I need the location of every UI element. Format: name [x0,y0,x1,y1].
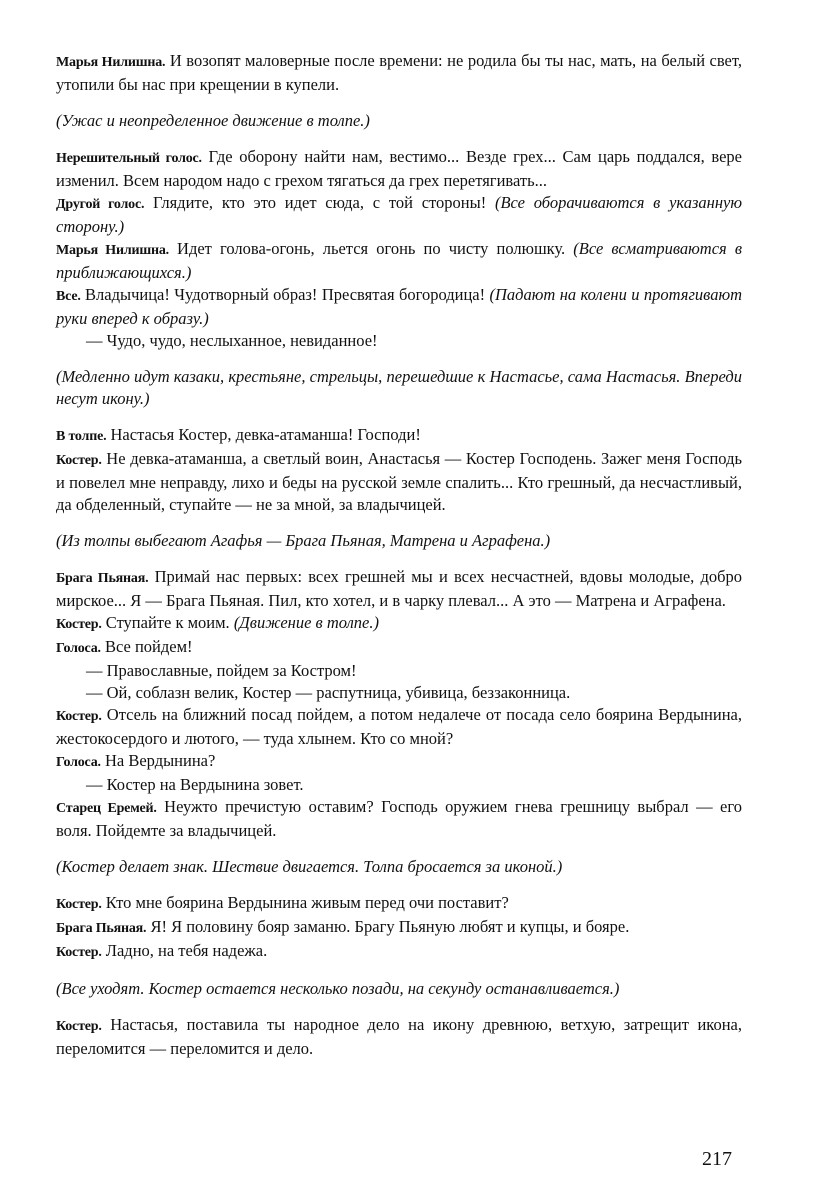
stage-direction: (Костер делает знак. Шествие двигается. Толпа бросается за иконой.) [56,857,563,876]
speech [56,892,742,916]
speaker: Голоса. [56,641,101,656]
speaker: Костер. [56,453,102,468]
speech [56,424,742,448]
speaker: Марья Нилишна. [56,243,169,258]
speech-line: — Православные, пойдем за Костром! [86,661,357,680]
inline-direction: (Движение в толпе.) [233,613,379,632]
inline-direction: (Все оборачиваются в указанную сторону.) [56,193,743,236]
speech-text: Ладно, на тебя надежа. [101,941,268,960]
speech-text: Кто мне боярина Вердынина живым перед очи поставит? [101,893,509,912]
speech [56,612,742,636]
speech [56,750,742,774]
speech [56,50,742,96]
speech [56,1014,742,1060]
stage-direction: (Все уходят. Костер остается несколько позади, на секунду останавливается.) [56,979,620,998]
speaker: Все. [56,289,81,304]
speaker: Старец Еремей. [56,801,157,816]
speech-text: Настасья Костер, девка-атаманша! Господи! [106,425,421,444]
speaker: Костер. [56,709,102,724]
speech-text: Все пойдем! [100,637,193,656]
stage-direction: (Из толпы выбегают Агафья — Брага Пьяная, Матрена и Аграфена.) [56,531,551,550]
speech-text: Примай нас первых: всех грешней мы и всех несчастней, вдовы молодые, добро мирское... Я — Брага Пьяная. Пил, кто хотел, и в чарку плевал... А это — Матрена и Аграфена. [56,567,742,610]
stage-direction: (Медленно идут казаки, крестьяне, стрельцы, перешедшие к Настасье, сама Настасья. Впереди несут икону.) [56,367,742,408]
speech [56,916,742,940]
speaker: Костер. [56,945,102,960]
inline-direction: (Все всматриваются в приближающихся.) [56,239,742,282]
speaker: Голоса. [56,755,101,770]
speaker: Брага Пьяная. [56,921,147,936]
speech-text: Я! Я половину бояр заманю. Брагу Пьяную любят и купцы, и бояре. [146,917,630,936]
speech [56,448,742,516]
speech-text: Ступайте к моим. [101,613,234,632]
speaker: Марья Нилишна. [56,55,166,70]
speech [56,238,742,284]
speaker: Костер. [56,1019,102,1034]
speech-line: — Чудо, чудо, неслыханное, невиданное! [86,331,378,350]
speech-text: Отсель на ближний посад пойдем, а потом недалече от посада село боярина Вердынина, жестокосердого и лютого, — туда хлынем. Кто со мной? [56,705,742,748]
speech [56,566,742,612]
speech [56,146,742,192]
speech-text: Где оборону найти нам, вестимо... Везде грех... Сам царь поддался, вере изменил. Всем народом надо с грехом тягаться да грех перетягивать... [56,147,742,190]
speaker: В толпе. [56,429,107,444]
speaker: Брага Пьяная. [56,571,149,586]
speech [56,704,742,750]
inline-direction: (Падают на колени и протягивают руки вперед к образу.) [56,285,742,328]
speech-line: — Ой, соблазн велик, Костер — распутница, убивица, беззаконница. [86,683,571,702]
speech [56,636,742,660]
speech-text: Не девка-атаманша, а светлый воин, Анастасья — Костер Господень. Зажег меня Господь и повелел мне неправду, лихо и беды на русской земле спалить... Кто грешный, да несчастливый, да обделенный, ступайте — не за мной, за владычицей. [56,449,742,514]
speech-text: Идет голова-огонь, льется огонь по чисту полюшку. [168,239,574,258]
speech-text: Владычица! Чудотворный образ! Пресвятая богородица! [80,285,490,304]
page-text [56,50,742,1060]
speaker: Костер. [56,897,102,912]
speech [56,192,742,238]
speech-text: Глядите, кто это идет сюда, с той стороны! [144,193,495,212]
speech-text: И возопят маловерные после времени: не родила бы ты нас, мать, на белый свет, утопили бы нас при крещении в купели. [56,51,742,94]
page-number: 217 [702,1148,732,1170]
speaker: Костер. [56,617,102,632]
speech-text: На Вердынина? [100,751,216,770]
speech-line: — Костер на Вердынина зовет. [86,775,304,794]
speech-text: Настасья, поставила ты народное дело на икону древнюю, ветхую, затрещит икона, переломится — переломится и дело. [56,1015,742,1058]
speech [56,284,742,330]
speech [56,940,742,964]
speaker: Нерешительный голос. [56,151,202,166]
stage-direction: (Ужас и неопределенное движение в толпе.) [56,111,370,130]
speech-text: Неужто пречистую оставим? Господь оружием гнева грешницу выбрал — его воля. Пойдемте за владычицей. [56,797,742,840]
speaker: Другой голос. [56,197,145,212]
speech [56,796,742,842]
